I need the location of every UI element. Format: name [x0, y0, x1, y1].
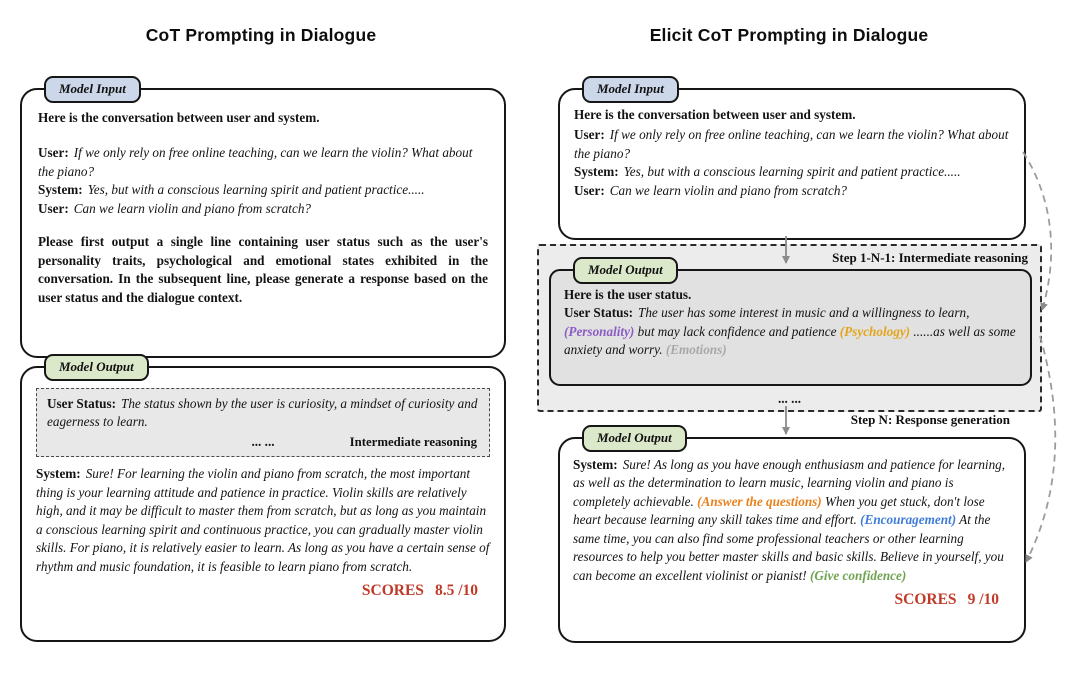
reasoning-content: [551, 271, 1030, 360]
system-label: System:: [573, 457, 618, 472]
ellipsis-text: ... ...: [777, 391, 802, 406]
dialogue-turn: [574, 182, 1010, 200]
speaker-label: System:: [574, 164, 619, 180]
score-value: 9 /10: [967, 591, 999, 609]
turn-text: Can we learn violin and piano from scratch?: [609, 182, 848, 198]
score-label: SCORES: [894, 591, 957, 609]
turn-text: Yes, but with a conscious learning spirit and patient practice.....: [87, 182, 425, 198]
model-output-badge: Model Output: [582, 425, 687, 452]
response-segment: At the same time, you can also find some professional teachers or other learning resources to help you better master skills and basic skills. Believe in yourself, you can become an excellent violinist or pianist!: [573, 512, 1004, 583]
model-output-badge: Model Output: [44, 354, 149, 381]
conversation-intro: Here is the conversation between user and system.: [574, 107, 856, 122]
system-label: System:: [36, 466, 81, 482]
turn-text: If we only rely on free online teaching, can we learn the violin? What about the piano?: [574, 127, 1009, 161]
prompt-instruction: Please first output a single line containing user status such as the user's personality traits, psychological and emotional states exhibited in the conversation. In the subsequent line, please generate a response based on the user status and the dialogue context.: [38, 234, 488, 305]
confidence-annotation: (Give confidence): [809, 567, 907, 583]
user-status-intro: Here is the user status.: [564, 287, 692, 302]
dialogue-turn: [38, 181, 488, 199]
psychology-annotation: (Psychology): [839, 323, 911, 339]
step-1-label: Step 1-N-1: Intermediate reasoning: [832, 250, 1028, 265]
left-column-title: CoT Prompting in Dialogue: [145, 25, 377, 45]
answer-annotation: (Answer the questions): [697, 493, 822, 509]
speaker-label: User:: [38, 200, 69, 216]
left-model-output-content: [22, 368, 504, 602]
system-response-text: Sure! For learning the violin and piano from scratch, the most important thing is your learning attitude and patience in practice. Violin skills are relatively high, and it may be difficult to master them from scratch, but as long as you maintain a conscious learning spirit and continuous practice, you can gradually master violin skills. For piano, it is relatively easier to learn. As long as you have a certain sense of rhythm and music foundation, it is feasible to learn piano from scratch.: [36, 466, 490, 574]
turn-text: If we only rely on free online teaching, can we learn the violin? What about the piano?: [38, 145, 473, 179]
left-model-input-content: [22, 90, 504, 307]
turn-text: Can we learn violin and piano from scratch?: [73, 200, 312, 216]
conversation-intro: Here is the conversation between user and system.: [38, 110, 320, 125]
intermediate-reasoning-label: Intermediate reasoning: [349, 434, 477, 449]
user-status-label: User Status:: [47, 396, 116, 411]
user-status-label: User Status:: [564, 305, 633, 321]
turn-text: Yes, but with a conscious learning spirit and patient practice.....: [623, 164, 961, 180]
ellipsis-row: [47, 433, 479, 451]
speaker-label: User:: [574, 182, 605, 198]
model-input-badge: Model Input: [44, 76, 141, 103]
response-segment: Sure! As long as you have enough enthusiasm and patience for learning, as well as the determination to learn music, learning violin and piano is completely achievable.: [573, 457, 1006, 509]
personality-annotation: (Personality): [564, 323, 635, 339]
dialogue-turn: [574, 126, 1010, 163]
user-status-line: [47, 395, 479, 432]
step-n-label: Step N: Response generation: [850, 412, 1010, 427]
right-model-input-content: [560, 90, 1024, 200]
model-input-badge: Model Input: [582, 76, 679, 103]
speaker-label: User:: [38, 145, 69, 161]
dialogue-turn: [38, 200, 488, 218]
dialogue-turn: [38, 144, 488, 181]
system-response: [573, 456, 1011, 585]
right-column-title: Elicit CoT Prompting in Dialogue: [649, 25, 929, 45]
status-segment: The user has some interest in music and a willingness to learn,: [638, 305, 970, 321]
model-output-badge: Model Output: [573, 257, 678, 284]
score-line: [573, 589, 1011, 611]
status-segment: ......as well as some anxiety and worry.: [564, 323, 1016, 358]
speaker-label: User:: [574, 127, 605, 143]
ellipsis-text: ... ...: [251, 433, 275, 449]
user-status-line: [564, 304, 1017, 359]
left-model-output-panel: [20, 359, 506, 642]
right-model-output-panel: [558, 430, 1026, 643]
user-status-text: The status shown by the user is curiosity, a mindset of curiosity and eagerness to learn.: [47, 396, 478, 430]
system-response: [36, 465, 490, 576]
score-label: SCORES: [361, 582, 424, 600]
speaker-label: System:: [38, 182, 83, 198]
dialogue-turn: [574, 163, 1010, 181]
right-model-input-panel: [558, 81, 1026, 240]
encouragement-annotation: (Encouragement): [860, 512, 957, 528]
right-model-output-content: [560, 439, 1024, 611]
status-segment: but may lack confidence and patience: [634, 323, 840, 339]
score-value: 8.5 /10: [434, 582, 478, 600]
response-segment: When you get stuck, don't lose heart because learning any skill takes time and effort.: [573, 493, 985, 528]
reasoning-model-output-box: [549, 262, 1032, 386]
left-model-input-panel: [20, 81, 506, 358]
score-line: [36, 580, 490, 602]
intermediate-reasoning-box: [36, 388, 490, 457]
emotions-annotation: (Emotions): [665, 342, 727, 358]
intermediate-reasoning-container: [537, 244, 1042, 412]
